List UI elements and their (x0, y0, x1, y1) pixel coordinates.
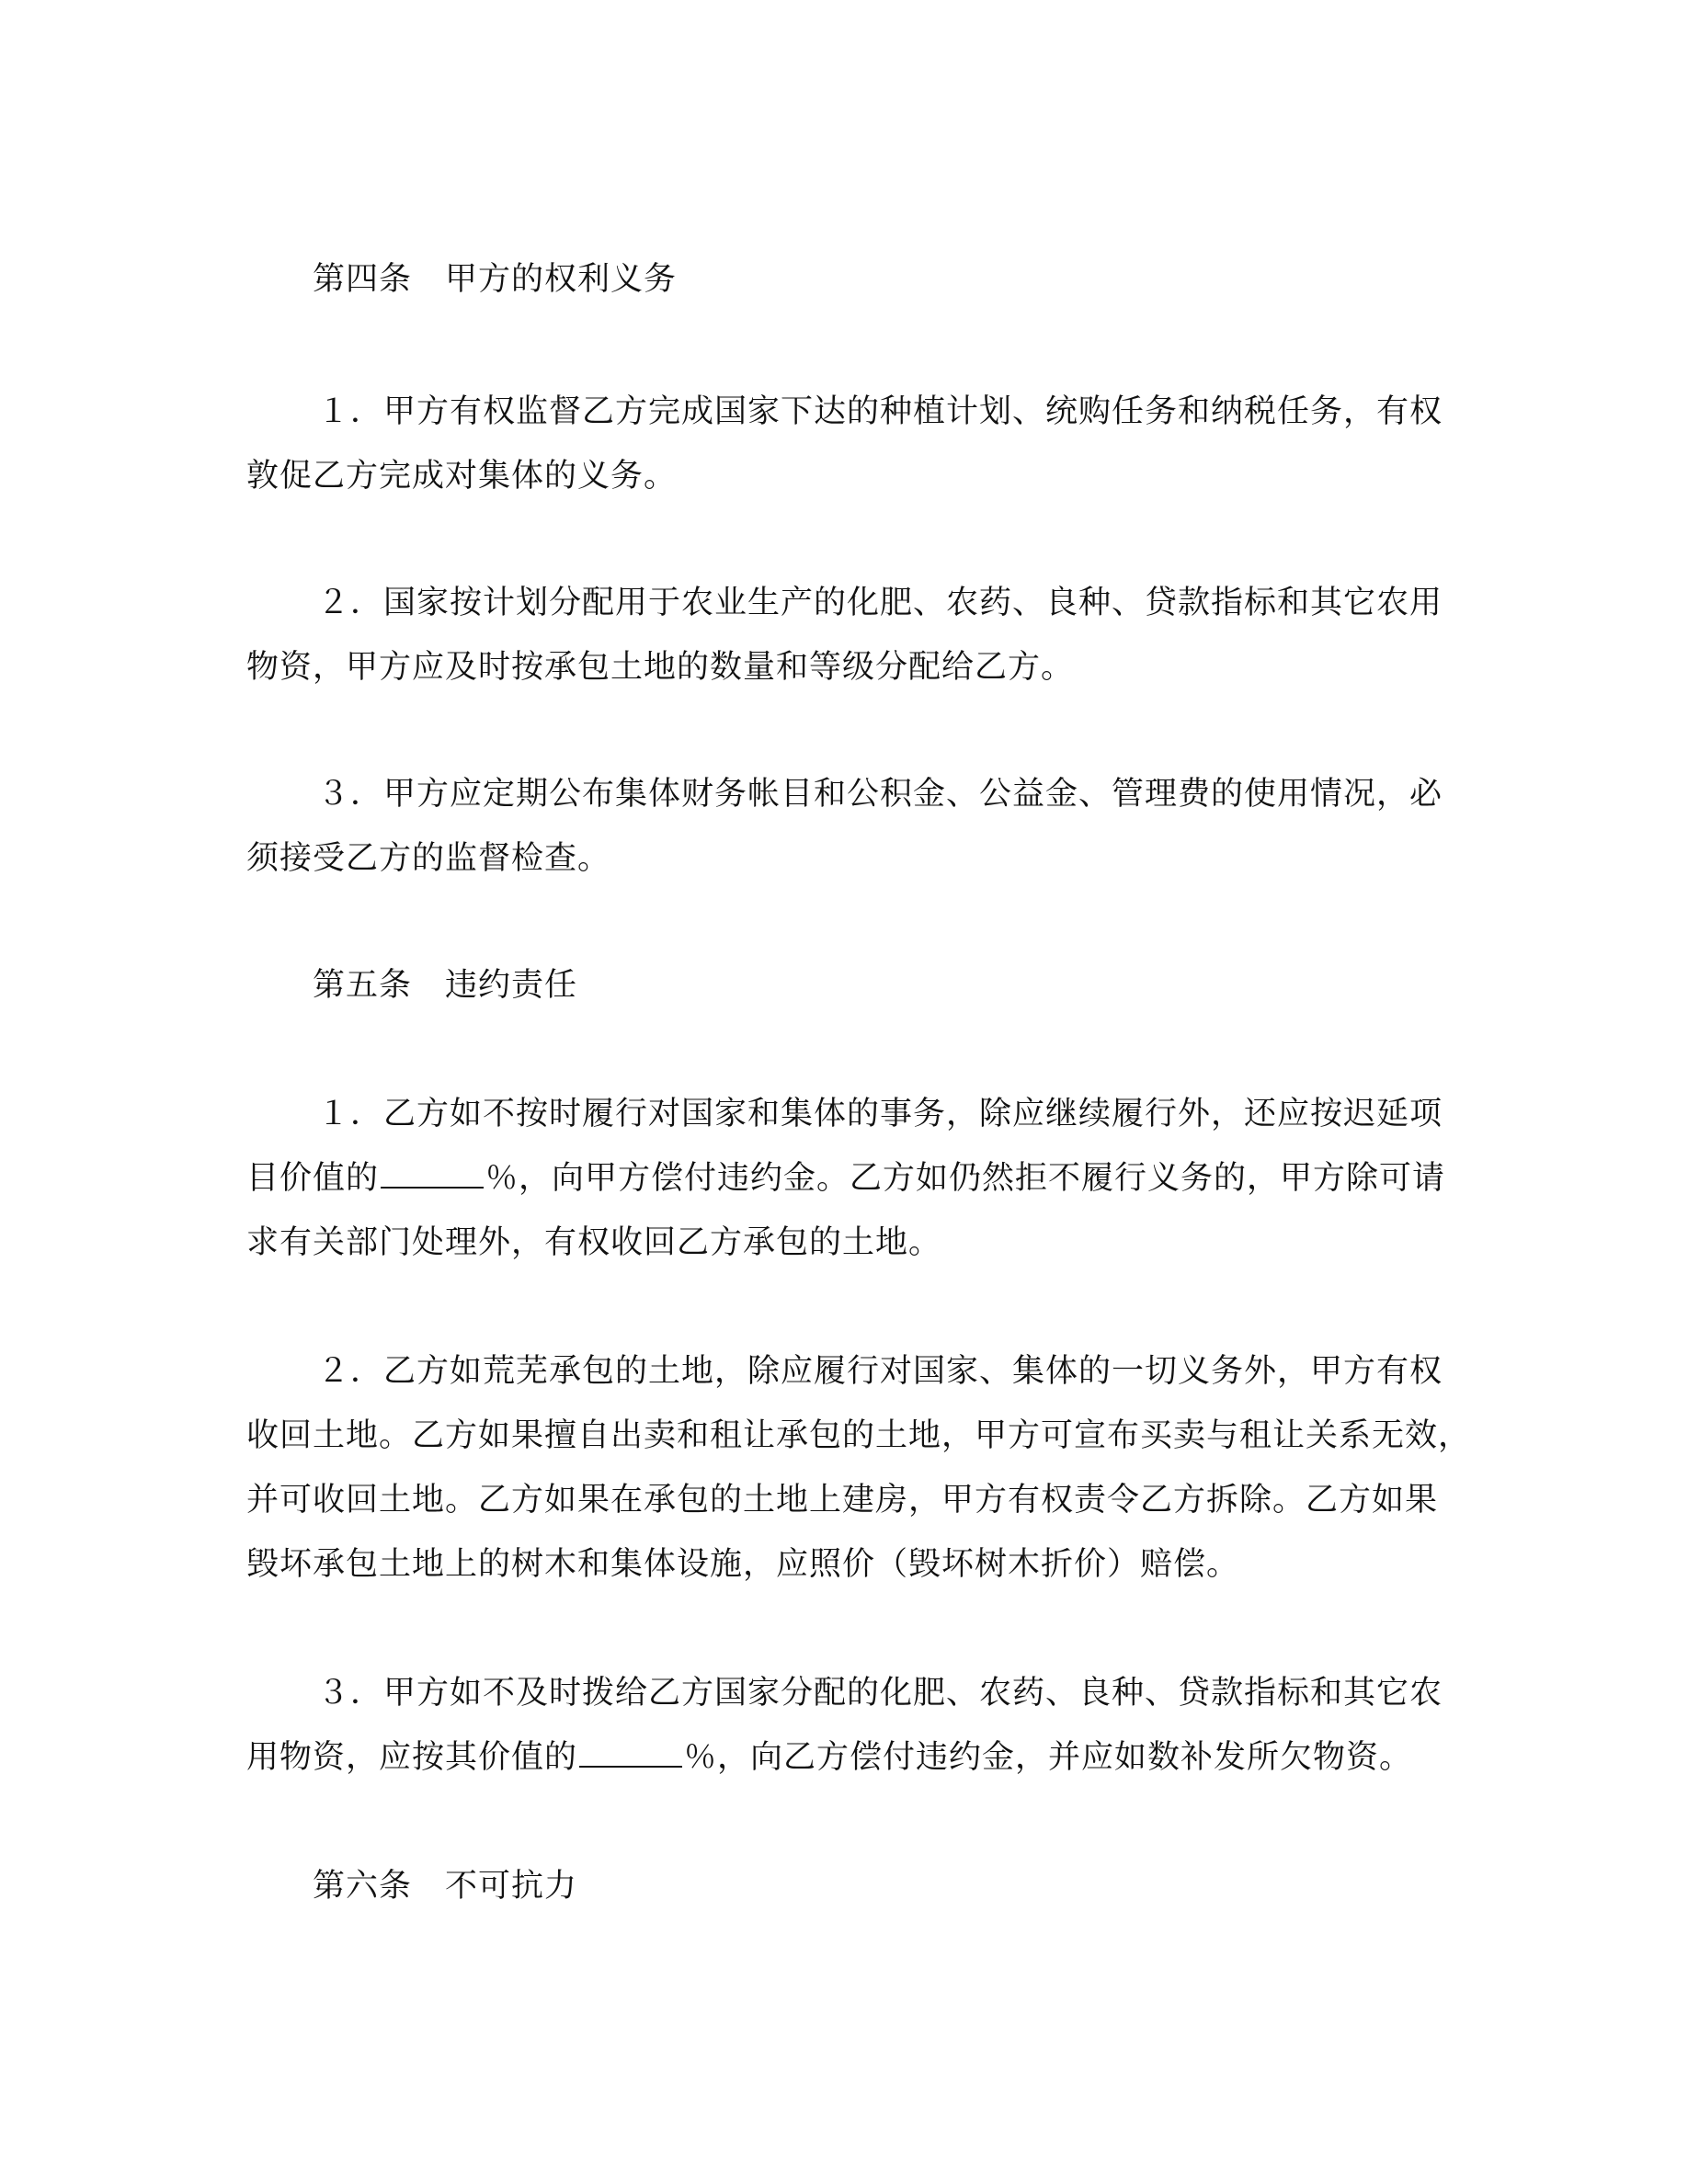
paragraph-line: 物资，甲方应及时按承包土地的数量和等级分配给乙方。 (246, 649, 1075, 686)
text-before-blank: 用物资，应按其价值的 (246, 1739, 578, 1776)
section-heading-article-6: 第六条 不可抗力 (313, 1868, 578, 1905)
paragraph-line: 并可收回土地。乙方如果在承包的土地上建房，甲方有权责令乙方拆除。乙方如果 (246, 1482, 1439, 1519)
paragraph-line: ２．国家按计划分配用于农业生产的化肥、农药、良种、贷款指标和其它农用 (317, 585, 1443, 621)
paragraph-line: １．甲方有权监督乙方完成国家下达的种植计划、统购任务和纳税任务，有权 (317, 393, 1443, 430)
section-heading-article-5: 第五条 违约责任 (313, 967, 578, 1004)
paragraph-line: １．乙方如不按时履行对国家和集体的事务，除应继续履行外，还应按迟延项 (317, 1096, 1443, 1132)
text-after-blank: ％，向乙方偿付违约金，并应如数补发所欠物资。 (684, 1739, 1413, 1776)
paragraph-line: ３．甲方如不及时拨给乙方国家分配的化肥、农药、良种、贷款指标和其它农 (317, 1675, 1443, 1712)
text-after-blank: ％，向甲方偿付违约金。乙方如仍然拒不履行义务的，甲方除可请 (485, 1160, 1446, 1197)
paragraph-line: 敦促乙方完成对集体的义务。 (246, 458, 678, 495)
paragraph-line-with-blank (246, 1735, 1412, 1780)
paragraph-line-with-blank (246, 1156, 1445, 1200)
fill-in-blank (381, 1159, 484, 1189)
paragraph-line: 须接受乙方的监督检查。 (246, 840, 611, 877)
paragraph-line: ２．乙方如荒芜承包的土地，除应履行对国家、集体的一切义务外，甲方有权 (317, 1353, 1443, 1390)
paragraph-line: ３．甲方应定期公布集体财务帐目和公积金、公益金、管理费的使用情况，必 (317, 776, 1443, 813)
fill-in-blank (579, 1738, 682, 1768)
section-heading-article-4: 第四条 甲方的权利义务 (313, 261, 678, 298)
paragraph-line: 毁坏承包土地上的树木和集体设施，应照价（毁坏树木折价）赔偿。 (246, 1546, 1240, 1583)
text-before-blank: 目价值的 (246, 1160, 380, 1197)
paragraph-line: 收回土地。乙方如果擅自出卖和租让承包的土地，甲方可宣布买卖与租让关系无效， (246, 1417, 1472, 1454)
paragraph-line: 求有关部门处理外，有权收回乙方承包的土地。 (246, 1224, 942, 1261)
